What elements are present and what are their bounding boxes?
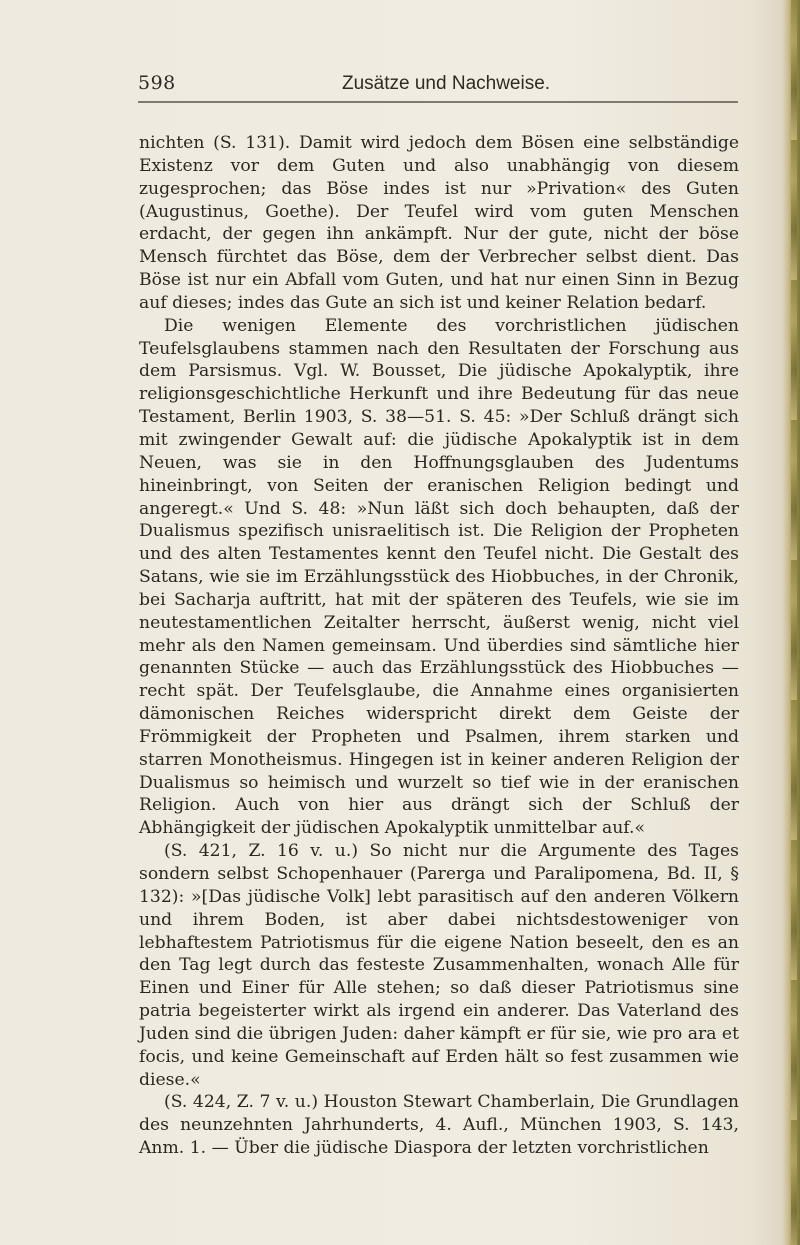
body-text xyxy=(139,132,739,1160)
page-header xyxy=(138,72,738,102)
paragraph-2: Die wenigen Elemente des vorchristlichen jüdischen Teufelsglaubens stammen nach den Resultaten der Forschung aus dem Parsismus. Vgl. W. Bousset, Die jüdische Apokalyptik, ihre religionsgeschichtliche Herkunft und ihre Bedeutung für das neue Testament, Berlin 1903, S. 38—51. S. 45: »Der Schluß drängt sich mit zwingender Gewalt auf: die jüdische Apokalyptik ist in dem Neuen, was sie in den Hoffnungsglauben des Judentums hineinbringt, von Seiten der eranischen Religion bedingt und angeregt.« Und S. 48: »Nun läßt sich doch behaupten, daß der Dualismus spezifisch unisraelitisch ist. Die Religion der Propheten und des alten Testamentes kennt den Teufel nicht. Die Gestalt des Satans, wie sie im Erzählungsstück des Hiobbuches, in der Chronik, bei Sacharja auftritt, hat mit der späteren des Teufels, wie sie im neutestamentlichen Zeitalter herrscht, äußerst wenig, nicht viel mehr als den Namen gemeinsam. Und überdies sind sämtliche hier genannten Stücke — auch das Erzählungsstück des Hiobbuches — recht spät. Der Teufelsglaube, die Annahme eines organisierten dämonischen Reiches widerspricht direkt dem Geiste der Frömmigkeit der Propheten und Psalmen, ihrem starken und starren Monotheismus. Hingegen ist in keiner anderen Religion der Dualismus so heimisch und wurzelt so tief wie in der eranischen Religion. Auch von hier aus drängt sich der Schluß der Abhängigkeit der jüdischen Apokalyptik unmittelbar auf.« xyxy=(139,315,739,839)
paragraph-3: (S. 421, Z. 16 v. u.) So nicht nur die Argumente des Tages sondern selbst Schopenhauer (Parerga und Paralipomena, Bd. II, § 132): »[Das jüdische Volk] lebt parasitisch auf den anderen Völkern und ihrem Boden, ist aber dabei nichtsdestoweniger von lebhaftestem Patriotismus für die eigene Nation beseelt, den es an den Tag legt durch das festeste Zusammenhalten, wonach Alle für Einen und Einer für Alle stehen; so daß dieser Patriotismus sine patria begeisterter wirkt als irgend ein anderer. Das Vaterland des Juden sind die übrigen Juden: daher kämpft er für sie, wie pro ara et focis, und keine Gemeinschaft auf Erden hält so fest zusammen wie diese.« xyxy=(139,841,739,1090)
paragraph-4: (S. 424, Z. 7 v. u.) Houston Stewart Chamberlain, Die Grundlagen des neunzehnten Jahrhunderts, 4. Aufl., München 1903, S. 143, Anm. 1. — Über die jüdische Diaspora der letzten vorchristlichen xyxy=(139,1092,739,1159)
page-number: 598 xyxy=(138,72,176,94)
page-edge-shadow xyxy=(791,0,797,1245)
header-rule xyxy=(138,101,738,103)
paragraph-1: nichten (S. 131). Damit wird jedoch dem Bösen eine selbständige Existenz vor dem Guten und also unabhängig von diesem zugesprochen; das Böse indes ist nur »Privation« des Guten (Augustinus, Goethe). Der Teufel wird vom guten Menschen erdacht, der gegen ihn ankämpft. Nur der gute, nicht der böse Mensch fürchtet das Böse, dem der Verbrecher selbst dient. Das Böse ist nur ein Abfall vom Guten, und hat nur einen Sinn in Bezug auf dieses; indes das Gute an sich ist und keiner Relation bedarf. xyxy=(139,133,739,313)
running-head: Zusätze und Nachweise. xyxy=(342,73,551,94)
